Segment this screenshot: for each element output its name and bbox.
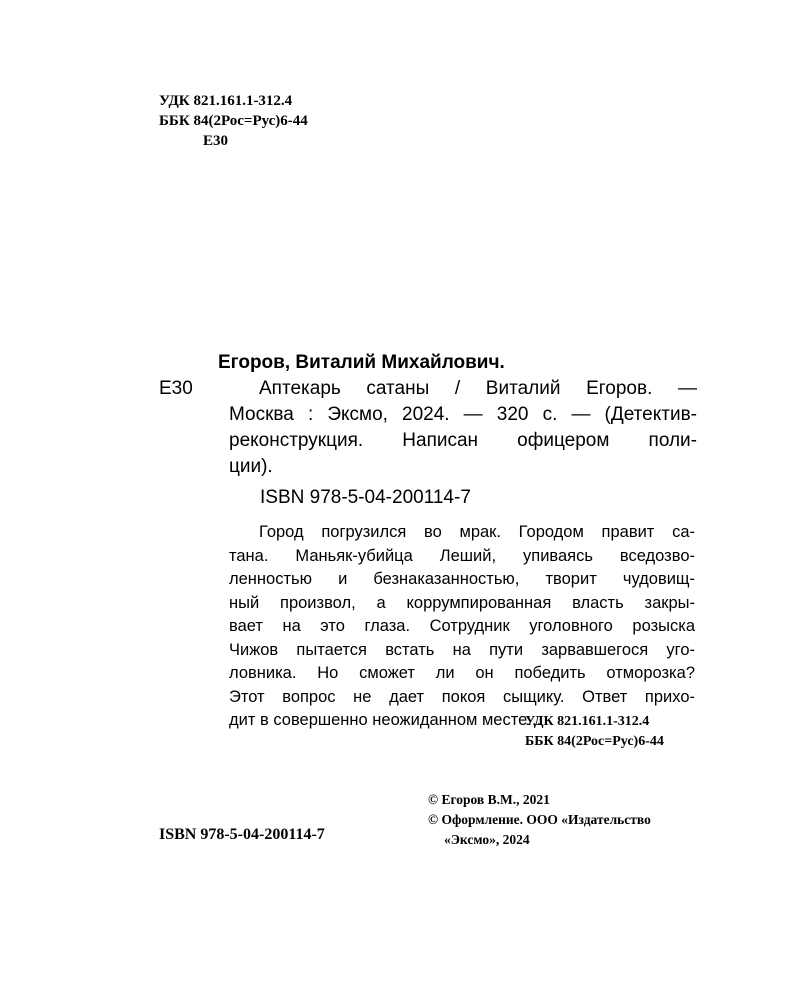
- card-author-mark: Е30: [159, 378, 193, 399]
- annotation: [229, 521, 695, 733]
- copyright-block: [428, 790, 651, 850]
- annotation-line: Чижов пытается встать на пути зарвавшегося уго-: [229, 640, 695, 659]
- copyright-design: © Оформление. ООО «Издательство: [428, 812, 651, 827]
- classification-block: [159, 91, 308, 151]
- annotation-line: Город погрузился во мрак. Городом правит са-: [259, 523, 695, 541]
- annotation-line: вает на это глаза. Сотрудник уголовного розыска: [229, 617, 695, 635]
- card-udk-code: УДК 821.161.1-312.4: [525, 714, 650, 729]
- author-heading: Егоров, Виталий Михайлович.: [218, 352, 505, 373]
- annotation-line: Этот вопрос не дает покоя сыщику. Ответ прихо-: [229, 687, 695, 706]
- description-line: Москва : Эксмо, 2024. — 320 с. — (Детектив-: [229, 404, 697, 425]
- description-line: ции).: [229, 456, 273, 477]
- card-isbn: ISBN 978-5-04-200114-7: [260, 487, 471, 508]
- bibliographic-description: [229, 376, 697, 480]
- card-bbk-code: ББК 84(2Рос=Рус)6-44: [525, 734, 664, 749]
- annotation-line: ный произвол, а коррумпированная власть закры-: [229, 593, 695, 612]
- copyright-author: © Егоров В.М., 2021: [428, 792, 550, 807]
- card-classification: [525, 712, 664, 752]
- annotation-line: тана. Маньяк-убийца Леший, упиваясь вседозво-: [229, 546, 695, 565]
- bottom-isbn: ISBN 978-5-04-200114-7: [159, 826, 325, 843]
- copyright-publisher: «Эксмо», 2024: [444, 832, 530, 847]
- annotation-line: ленностью и безнаказанностью, творит чудовищ-: [229, 570, 695, 588]
- bbk-code: ББК 84(2Рос=Рус)6-44: [159, 113, 308, 129]
- annotation-line: дит в совершенно неожиданном месте...: [229, 711, 542, 729]
- udk-code: УДК 821.161.1-312.4: [159, 93, 293, 109]
- author-mark: Е30: [203, 133, 229, 149]
- annotation-line: ловника. Но сможет ли он победить отморозка?: [229, 664, 695, 682]
- description-line: реконструкция. Написан офицером поли-: [229, 430, 697, 451]
- description-line: Аптекарь сатаны / Виталий Егоров. —: [259, 378, 697, 399]
